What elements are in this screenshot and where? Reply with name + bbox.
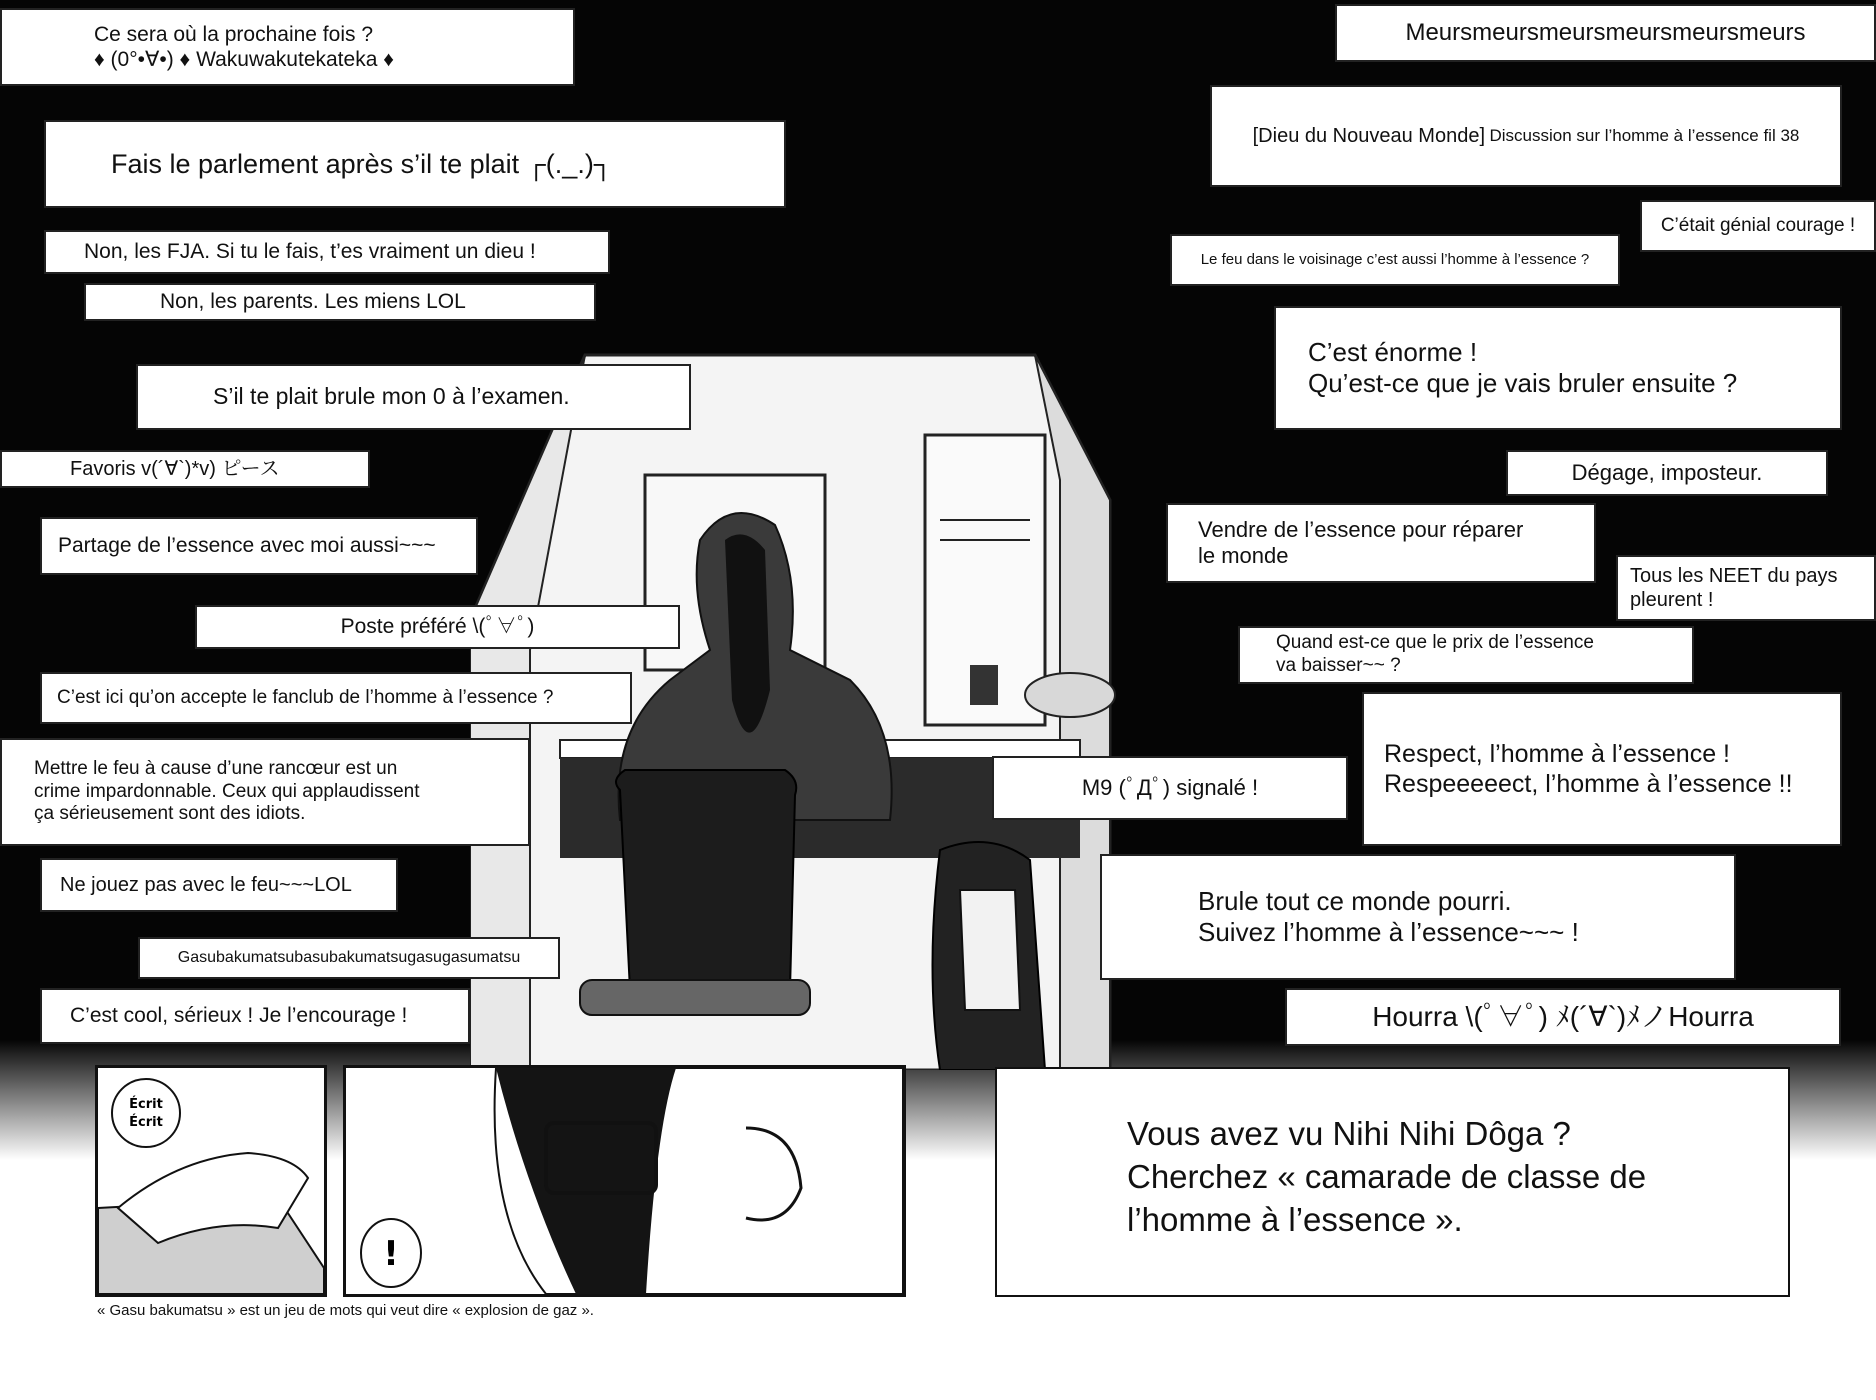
sfx-text: Écrit — [129, 1115, 163, 1130]
comment-text: Ce sera où la prochaine fois ? ♦ (0°•∀•) ♦ Wakuwakutekateka ♦ — [94, 22, 394, 71]
comment-bubble — [1166, 503, 1596, 583]
comment-text: Mettre le feu à cause d’une rancœur est un crime impardonnable. Ceux qui applaudissent ça sérieusement sont des idiots. — [34, 757, 420, 825]
typing-hands-panel — [95, 1065, 327, 1297]
comment-text: C’était génial courage ! — [1660, 214, 1856, 236]
comment-text: Vendre de l’essence pour réparer le monde — [1198, 516, 1524, 568]
comment-bubble — [44, 120, 786, 208]
comment-bubble — [40, 672, 632, 724]
comment-text: C’est cool, sérieux ! Je l’encourage ! — [70, 1004, 408, 1028]
face-closeup-illustration — [346, 1068, 903, 1294]
comment-bubble — [40, 858, 398, 912]
comment-bubble — [0, 738, 530, 846]
comment-text: Meursmeursmeursmeursmeursmeurs — [1405, 18, 1806, 46]
comment-bubble — [195, 605, 680, 649]
comment-text: Partage de l’essence avec moi aussi~~~ — [58, 534, 436, 558]
comment-text: Dégage, imposteur. — [1571, 459, 1763, 485]
thread-title: Discussion sur l’homme à l’essence fil 38 — [1489, 125, 1800, 145]
comment-text: Respect, l’homme à l’essence ! Respeeeeect, l’homme à l’essence !! — [1384, 740, 1793, 798]
narration-text: Vous avez vu Nihi Nihi Dôga ? Cherchez « camarade de classe de l’homme à l’essence ». — [1127, 1115, 1647, 1238]
glasses-closeup-panel — [343, 1065, 906, 1297]
sfx-text: Écrit — [129, 1097, 163, 1112]
translator-note: « Gasu bakumatsu » est un jeu de mots qui veut dire « explosion de gaz ». — [97, 1302, 594, 1319]
narration-panel — [995, 1067, 1790, 1297]
comment-bubble — [44, 230, 610, 274]
comment-bubble — [0, 450, 370, 488]
comment-text: Hourra \(ﾟ∀ﾟ) ﾒ(´∀`)ﾒノHourra — [1372, 1001, 1754, 1033]
comment-bubble — [1170, 234, 1620, 286]
comment-text: Le feu dans le voisinage c’est aussi l’homme à l’essence ? — [1200, 251, 1590, 268]
comment-text: Poste préféré \(ﾟ∀ﾟ) — [340, 615, 535, 639]
comment-text: Ne jouez pas avec le feu~~~LOL — [60, 874, 352, 896]
comment-bubble — [84, 283, 596, 321]
comment-text: Tous les NEET du pays pleurent ! — [1630, 565, 1838, 611]
comment-text: C’est énorme ! Qu’est-ce que je vais bruler ensuite ? — [1308, 336, 1738, 398]
comment-bubble — [1100, 854, 1736, 980]
comment-text: Favoris v(´∀`)*v) ピース — [70, 458, 280, 480]
comment-text: Brule tout ce monde pourri. Suivez l’homme à l’essence~~~ ! — [1198, 885, 1579, 947]
comment-bubble — [0, 8, 575, 86]
comment-text: Fais le parlement après s’il te plait ┌(._.)┐ — [111, 148, 613, 179]
comment-bubble — [992, 756, 1348, 820]
comment-text: Gasubakumatsubasubakumatsugasugasumatsu — [177, 949, 521, 967]
comment-bubble — [138, 937, 560, 979]
comment-bubble — [136, 364, 691, 430]
comment-bubble — [40, 988, 470, 1044]
comment-text: Quand est-ce que le prix de l’essence va baisser~~ ? — [1276, 632, 1594, 676]
typing-hands-illustration — [98, 1068, 324, 1294]
comment-bubble — [1616, 555, 1876, 621]
comment-bubble — [1285, 988, 1841, 1046]
comment-text: M9 (ﾟДﾟ) signalé ! — [1081, 774, 1259, 800]
comment-bubble — [1274, 306, 1842, 430]
comment-bubble — [1238, 626, 1694, 684]
exclamation-sfx: ! — [383, 1234, 399, 1274]
comment-bubble — [1335, 4, 1876, 62]
comment-text: S’il te plait brule mon 0 à l’examen. — [213, 383, 570, 410]
thread-board: [Dieu du Nouveau Monde] — [1252, 125, 1485, 147]
comment-bubble — [1506, 450, 1828, 496]
comment-text: C’est ici qu’on accepte le fanclub de l’homme à l’essence ? — [57, 686, 554, 708]
office-chair — [616, 770, 796, 990]
comment-bubble — [40, 517, 478, 575]
comment-text: Non, les parents. Les miens LOL — [160, 290, 466, 314]
comment-bubble — [1362, 692, 1842, 846]
comment-bubble — [1640, 200, 1876, 252]
thread-title-bubble — [1210, 85, 1842, 187]
comment-text: Non, les FJA. Si tu le fais, t’es vraiment un dieu ! — [84, 240, 536, 264]
